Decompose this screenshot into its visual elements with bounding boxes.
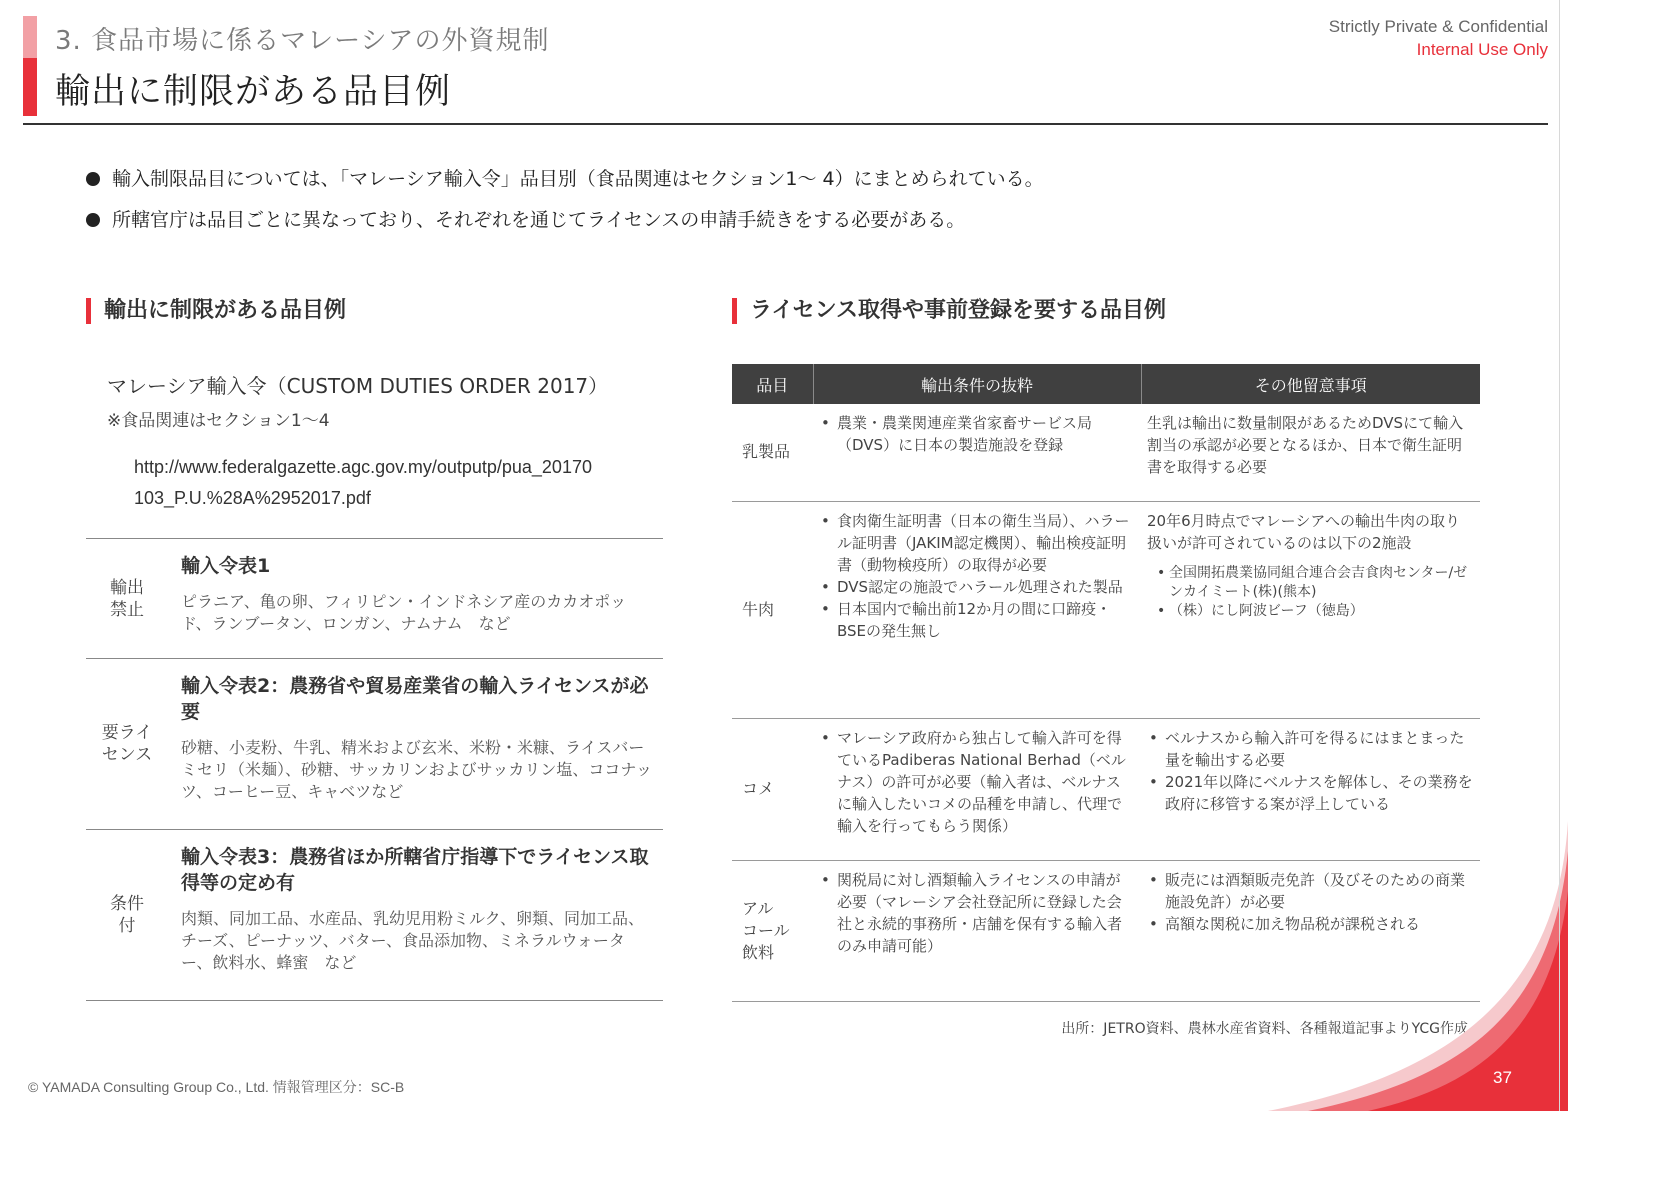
summary-bullet — [86, 165, 1044, 193]
slide-border — [1559, 0, 1560, 1111]
row-label-text: 輸出 禁止 — [110, 577, 144, 620]
row-heading: 輸入令表1 — [181, 555, 271, 577]
column-header: 品目 — [732, 364, 813, 404]
item-cell: コメ — [732, 718, 813, 860]
heading-mark-icon — [732, 298, 737, 324]
summary-bullet-text: 輸入制限品目については、「マレーシア輸入令」品目別（食品関連はセクション1～ 4）にまとめられている。 — [112, 168, 1044, 190]
row-heading: 輸入令表2：農務省や貿易産業省の輸入ライセンスが必要 — [181, 675, 649, 723]
confidentiality-line-1: Strictly Private & Confidential — [1328, 17, 1548, 36]
header-divider — [23, 123, 1548, 125]
note-text: 20年6月時点でマレーシアへの輸出牛肉の取り扱いが許可されているのは以下の2施設 — [1147, 511, 1461, 552]
summary-bullet-text: 所轄官庁は品目ごとに異なっており、それぞれを通じてライセンスの申請手続きをする必要がある。 — [112, 209, 966, 231]
item-cell: 乳製品 — [732, 404, 813, 501]
heading-mark-icon — [86, 298, 91, 324]
section-title: 3. 食品市場に係るマレーシアの外資規制 — [55, 26, 550, 56]
confidentiality-label — [1329, 15, 1548, 61]
row-label-text: 要ライ センス — [101, 723, 153, 765]
note-item: • 2021年以降にベルナスを解体し、その業務を政府に移管する案が浮上している — [1147, 771, 1474, 815]
row-label — [86, 539, 168, 658]
row-description: 砂糖、小麦粉、牛乳、精米および玄米、米粉・米糠、ライスバーミセリ（米麺）、砂糖、サッカリンおよびサッカリン塩、ココナッツ、コーヒー豆、キャベツなど — [181, 738, 653, 801]
left-section-heading-text: 輸出に制限がある品目例 — [104, 298, 347, 323]
summary-bullets — [86, 165, 1044, 247]
summary-bullet — [86, 206, 1044, 234]
item-cell: 牛肉 — [732, 501, 813, 718]
import-order-row — [86, 538, 663, 658]
condition-item: • 食肉衛生証明書（日本の衛生当局）、ハラール証明書（JAKIM認定機関）、輸出検疫証明書（動物検疫所）の取得が必要 — [819, 510, 1135, 576]
reference-title: マレーシア輸入令（CUSTOM DUTIES ORDER 2017） — [107, 374, 609, 398]
conditions-cell — [813, 404, 1141, 501]
condition-item: • DVS認定の施設でハラール処理された製品 — [819, 576, 1135, 598]
condition-item: • マレーシア政府から独占して輸入許可を得ているPadiberas National Berhad（ベルナス）の許可が必要（輸入者は、ベルナスに輸入したいコメの品種を申請し、代理で輸入を行ってもらう関係） — [819, 727, 1135, 837]
row-description: ピラニア、亀の卵、フィリピン・インドネシア産のカカオポッド、ランブータン、ロンガン、ナムナム など — [181, 592, 627, 633]
conditions-cell — [813, 860, 1141, 1001]
reference-note: ※食品関連はセクション1～4 — [107, 411, 330, 431]
copyright: © YAMADA Consulting Group Co., Ltd. 情報管理区分：SC-B — [28, 1079, 405, 1095]
note-item: • 高額な関税に加え物品税が課税される — [1147, 913, 1474, 935]
condition-item: • 関税局に対し酒類輸入ライセンスの申請が必要（マレーシア会社登記所に登録した会社と永続的事務所・店舗を保有する輸入者のみ申請可能） — [819, 869, 1135, 957]
note-text: 生乳は輸出に数量制限があるためDVSにて輸入割当の承認が必要となるほか、日本で衛生証明書を取得する必要 — [1147, 414, 1464, 476]
reference-url[interactable] — [134, 452, 654, 514]
row-label — [86, 830, 168, 1000]
item-cell: アル コール 飲料 — [732, 860, 813, 1001]
left-section-heading — [86, 296, 346, 326]
import-order-row — [86, 829, 663, 1001]
import-order-table — [86, 538, 663, 1001]
condition-item: • 農業・農業関連産業省家畜サービス局（DVS）に日本の製造施設を登録 — [819, 412, 1135, 456]
facility-item: • （株）にし阿波ビーフ（徳島） — [1147, 602, 1474, 621]
notes-cell — [1141, 501, 1480, 718]
row-heading: 輸入令表3：農務省ほか所轄省庁指導下でライセンス取得等の定め有 — [181, 846, 649, 894]
right-section-heading — [732, 296, 1166, 326]
confidentiality-line-2: Internal Use Only — [1416, 40, 1548, 59]
right-section-heading-text: ライセンス取得や事前登録を要する品目例 — [750, 298, 1167, 323]
row-description: 肉類、同加工品、水産品、乳幼児用粉ミルク、卵類、同加工品、チーズ、ピーナッツ、バター、食品添加物、ミネラルウォーター、飲料水、蜂蜜 など — [181, 909, 645, 972]
import-order-row — [86, 658, 663, 829]
column-header: その他留意事項 — [1141, 364, 1480, 404]
row-label — [86, 659, 168, 829]
condition-item: • 日本国内で輸出前12か月の間に口蹄疫・BSEの発生無し — [819, 598, 1135, 642]
facility-item: • 全国開拓農業協同組合連合会吉食肉センター/ゼンカイミート(株)(熊本) — [1147, 564, 1474, 602]
license-table-header — [732, 364, 1480, 404]
bullet-dot-icon — [86, 172, 100, 186]
note-item: • 販売には酒類販売免許（及びそのための商業施設免許）が必要 — [1147, 869, 1474, 913]
notes-cell — [1141, 404, 1480, 501]
page-title: 輸出に制限がある品目例 — [55, 72, 452, 112]
corner-decoration — [1268, 821, 1568, 1111]
page-number: 37 — [1493, 1068, 1512, 1087]
header-accent-bar-light — [23, 16, 37, 58]
source-note: 出所：JETRO資料、農林水産省資料、各種報道記事よりYCG作成 — [1061, 1021, 1468, 1037]
row-label-text: 条件 付 — [110, 894, 144, 936]
table-row — [732, 404, 1480, 501]
reference-url-line-1[interactable]: http://www.federalgazette.agc.gov.my/outputp/pua_20170 — [134, 457, 592, 477]
header-accent-bar — [23, 58, 37, 116]
note-item: • ベルナスから輸入許可を得るにはまとまった量を輸出する必要 — [1147, 727, 1474, 771]
table-row — [732, 501, 1480, 718]
column-header: 輸出条件の抜粋 — [813, 364, 1141, 404]
conditions-cell — [813, 501, 1141, 718]
conditions-cell — [813, 718, 1141, 860]
reference-url-line-2[interactable]: 103_P.U.%28A%2952017.pdf — [134, 488, 371, 508]
bullet-dot-icon — [86, 213, 100, 227]
